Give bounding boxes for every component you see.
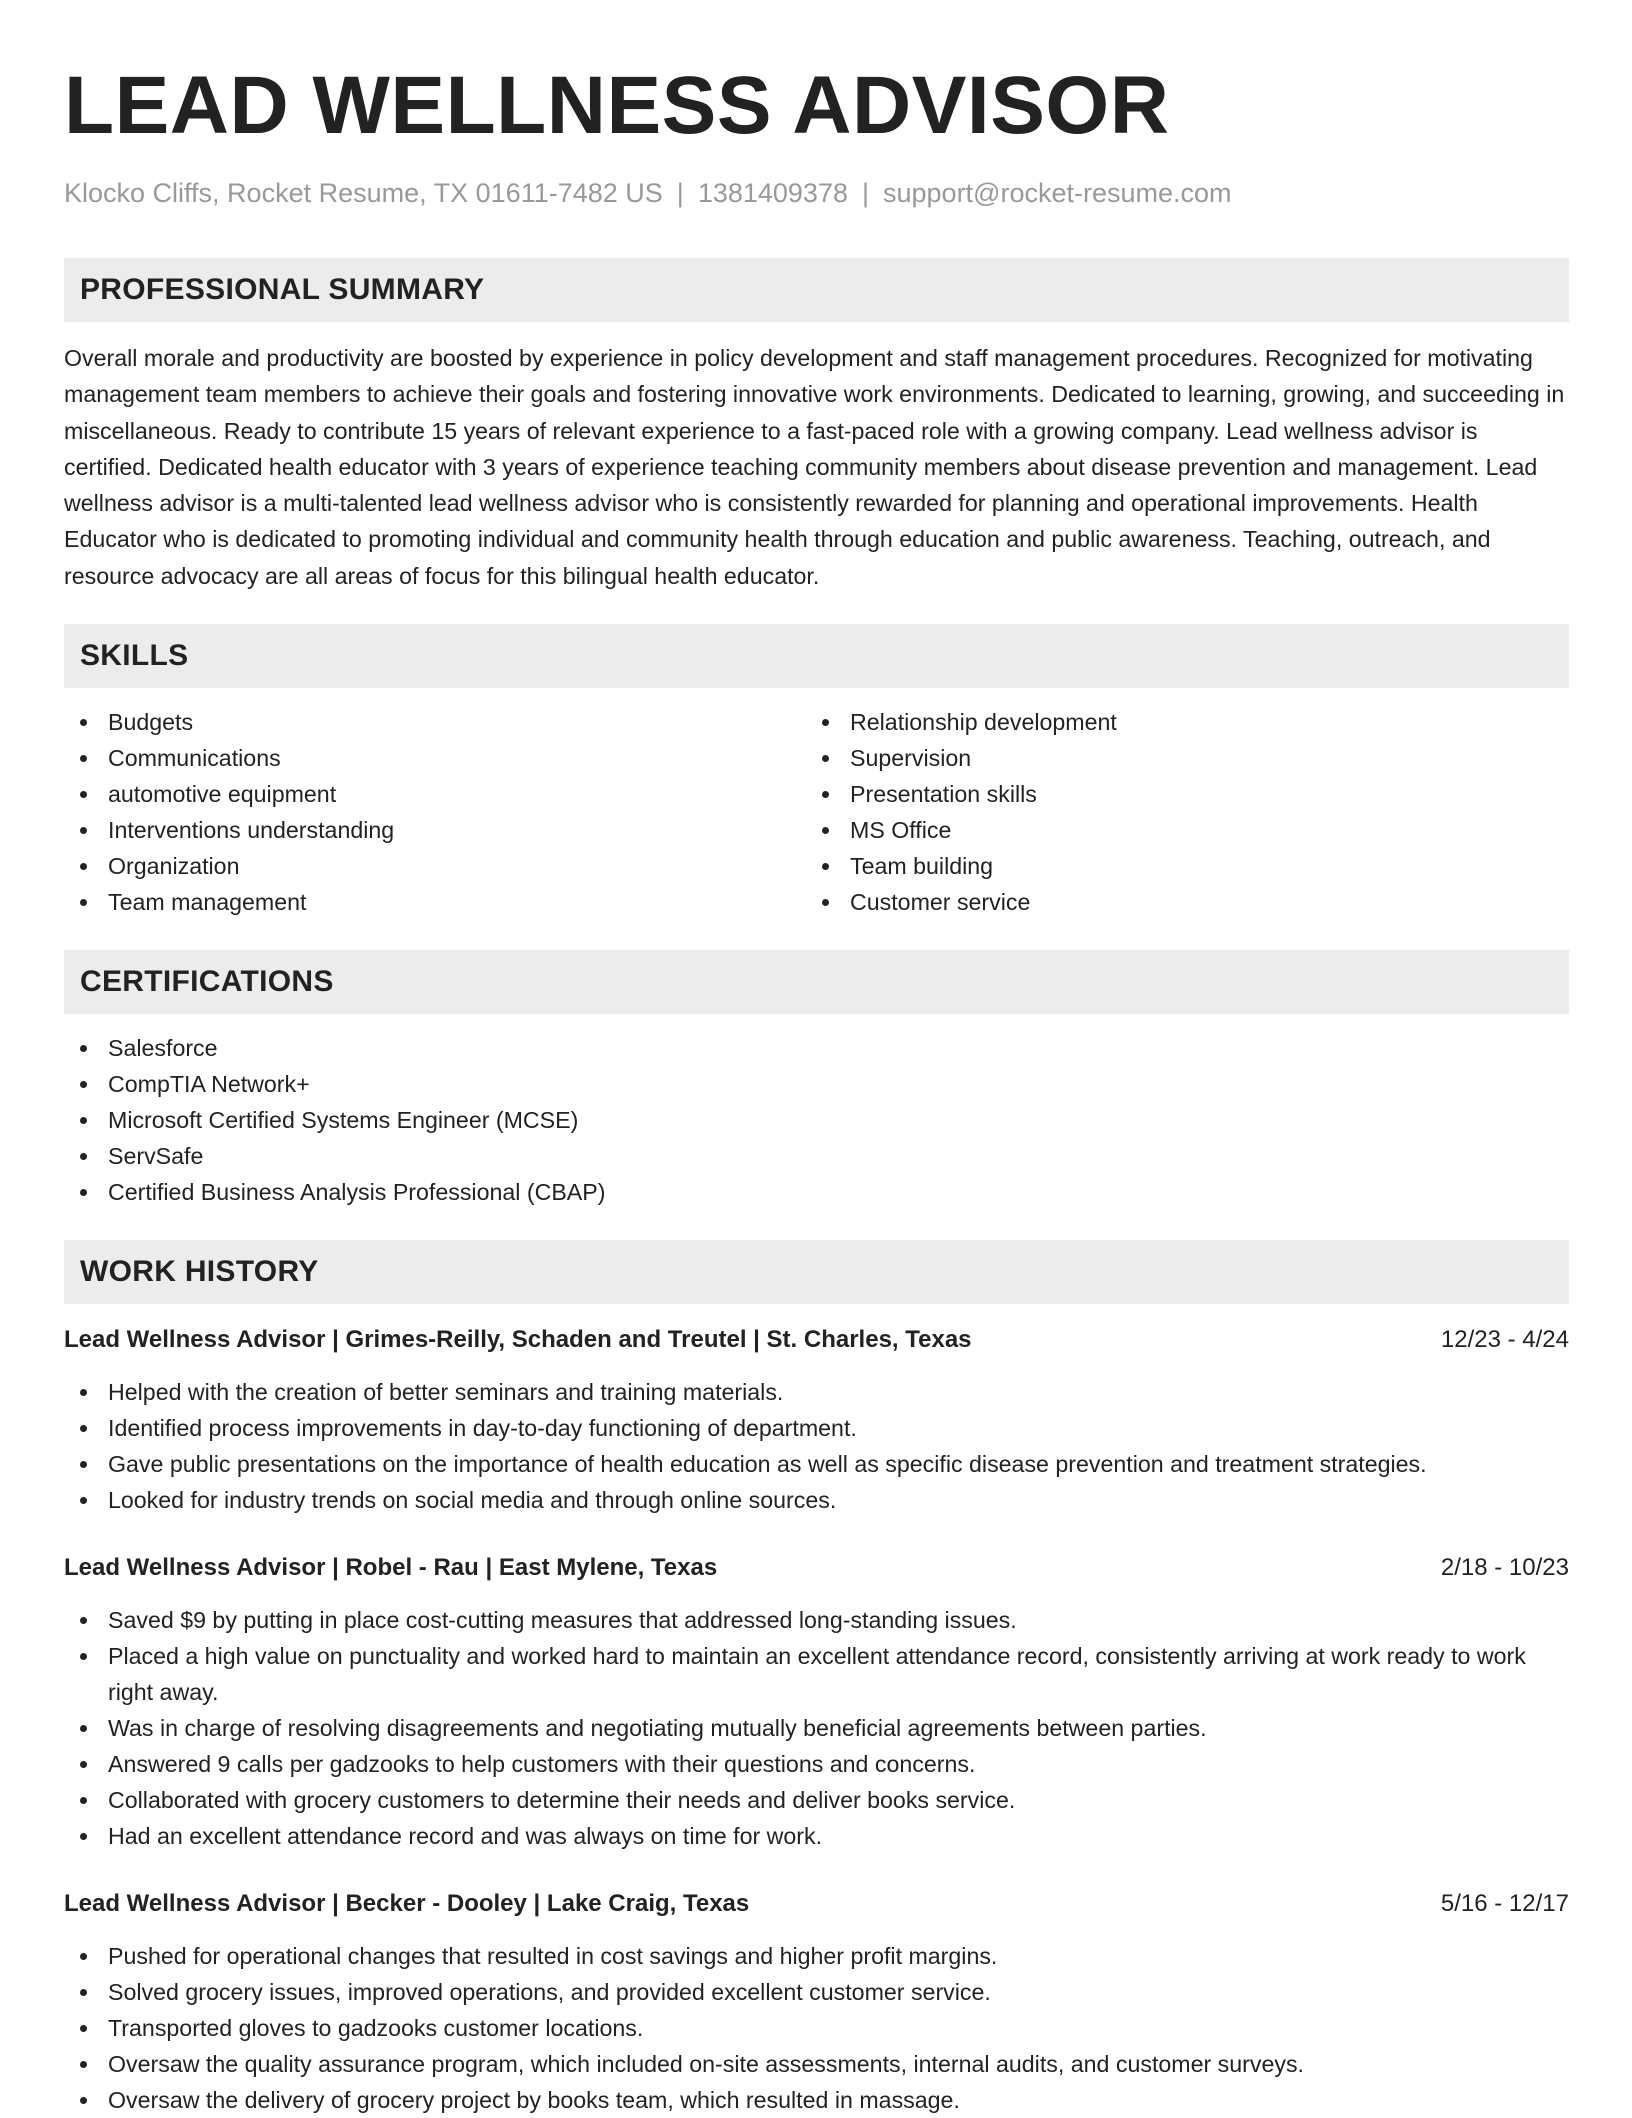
job-title: Lead Wellness Advisor | Grimes-Reilly, Schaden and Treutel | St. Charles, Texas: [64, 1326, 972, 1354]
certifications-list: [64, 1030, 1569, 1210]
skill-item: Presentation skills: [806, 776, 1548, 812]
skill-item: Organization: [64, 848, 806, 884]
job-bullet: Transported gloves to gadzooks customer locations.: [64, 2010, 1569, 2046]
skills-columns: [64, 704, 1569, 920]
skill-item: Budgets: [64, 704, 806, 740]
certifications-heading: CERTIFICATIONS: [64, 950, 1569, 1014]
skill-item: Relationship development: [806, 704, 1548, 740]
job-dates: 2/18 - 10/23: [1440, 1554, 1569, 1582]
skills-heading: SKILLS: [64, 624, 1569, 688]
job-dates: 12/23 - 4/24: [1440, 1326, 1569, 1354]
skill-item: Interventions understanding: [64, 812, 806, 848]
skill-item: MS Office: [806, 812, 1548, 848]
contact-separator: |: [676, 178, 684, 208]
work-history-section: [64, 1240, 1569, 2118]
summary-text: Overall morale and productivity are boosted by experience in policy development and staff management procedures. Recognized for motivating management team members to achieve their goals and fostering innovative work environments. Dedicated to learning, growing, and succeeding in miscellaneous. Ready to contribute 15 years of relevant experience to a fast-paced role with a growing company. Lead wellness advisor is certified. Dedicated health educator with 3 years of experience teaching community members about disease prevention and management. Lead wellness advisor is a multi-talented lead wellness advisor who is consistently rewarded for planning and operational improvements. Health Educator who is dedicated to promoting individual and community health through education and public awareness. Teaching, outreach, and resource advocacy are all areas of focus for this bilingual health educator.: [64, 345, 1565, 589]
job-bullets: [64, 1602, 1569, 1854]
job-bullet: Collaborated with grocery customers to determine their needs and deliver books service.: [64, 1782, 1569, 1818]
job-bullet: Pushed for operational changes that resulted in cost savings and higher profit margins.: [64, 1938, 1569, 1974]
skill-item: Communications: [64, 740, 806, 776]
skill-item: automotive equipment: [64, 776, 806, 812]
job-bullet: Saved $9 by putting in place cost-cutting measures that addressed long-standing issues.: [64, 1602, 1569, 1638]
job-bullet: Had an excellent attendance record and was always on time for work.: [64, 1818, 1569, 1854]
contact-line: [64, 176, 1569, 210]
job-bullet: Gave public presentations on the importance of health education as well as specific disease prevention and treatment strategies.: [64, 1446, 1569, 1482]
certification-item: Certified Business Analysis Professional (CBAP): [64, 1174, 1569, 1210]
job-heading-row: [64, 1886, 1569, 1922]
contact-phone: 1381409378: [697, 178, 848, 208]
job-entry: [64, 1322, 1569, 1518]
job-bullet: Oversaw the delivery of grocery project by books team, which resulted in massage.: [64, 2082, 1569, 2118]
job-bullet: Solved grocery issues, improved operations, and provided excellent customer service.: [64, 1974, 1569, 2010]
summary-section: [64, 258, 1569, 594]
job-bullet: Oversaw the quality assurance program, which included on-site assessments, internal audits, and customer surveys.: [64, 2046, 1569, 2082]
skill-item: Team building: [806, 848, 1548, 884]
contact-separator: |: [861, 178, 869, 208]
job-entry: [64, 1550, 1569, 1854]
certification-item: CompTIA Network+: [64, 1066, 1569, 1102]
job-dates: 5/16 - 12/17: [1440, 1890, 1569, 1918]
job-bullet: Was in charge of resolving disagreements and negotiating mutually beneficial agreements between parties.: [64, 1710, 1569, 1746]
certifications-section: [64, 950, 1569, 1210]
job-bullet: Looked for industry trends on social media and through online sources.: [64, 1482, 1569, 1518]
contact-email: support@rocket-resume.com: [883, 178, 1232, 208]
job-bullets: [64, 1938, 1569, 2118]
job-bullet: Helped with the creation of better seminars and training materials.: [64, 1374, 1569, 1410]
contact-address: Klocko Cliffs, Rocket Resume, TX 01611-7482 US: [64, 178, 663, 208]
job-bullet: Placed a high value on punctuality and worked hard to maintain an excellent attendance record, consistently arriving at work ready to work right away.: [64, 1638, 1569, 1710]
skill-item: Supervision: [806, 740, 1548, 776]
skill-item: Team management: [64, 884, 806, 920]
job-bullet: Identified process improvements in day-to-day functioning of department.: [64, 1410, 1569, 1446]
certification-item: Salesforce: [64, 1030, 1569, 1066]
job-entry: [64, 1886, 1569, 2118]
job-title: Lead Wellness Advisor | Robel - Rau | East Mylene, Texas: [64, 1554, 718, 1582]
certification-item: Microsoft Certified Systems Engineer (MCSE): [64, 1102, 1569, 1138]
job-title: Lead Wellness Advisor | Becker - Dooley | Lake Craig, Texas: [64, 1890, 750, 1918]
candidate-name: LEAD WELLNESS ADVISOR: [64, 60, 1170, 151]
skills-left-list: [64, 704, 806, 920]
skills-section: [64, 624, 1569, 920]
work-history-heading: WORK HISTORY: [64, 1240, 1569, 1304]
job-heading-row: [64, 1550, 1569, 1586]
skills-right-list: [806, 704, 1548, 920]
summary-heading: PROFESSIONAL SUMMARY: [64, 258, 1569, 322]
job-bullets: [64, 1374, 1569, 1518]
certification-item: ServSafe: [64, 1138, 1569, 1174]
resume-page: [64, 0, 1569, 2118]
job-heading-row: [64, 1322, 1569, 1358]
skill-item: Customer service: [806, 884, 1548, 920]
job-bullet: Answered 9 calls per gadzooks to help customers with their questions and concerns.: [64, 1746, 1569, 1782]
